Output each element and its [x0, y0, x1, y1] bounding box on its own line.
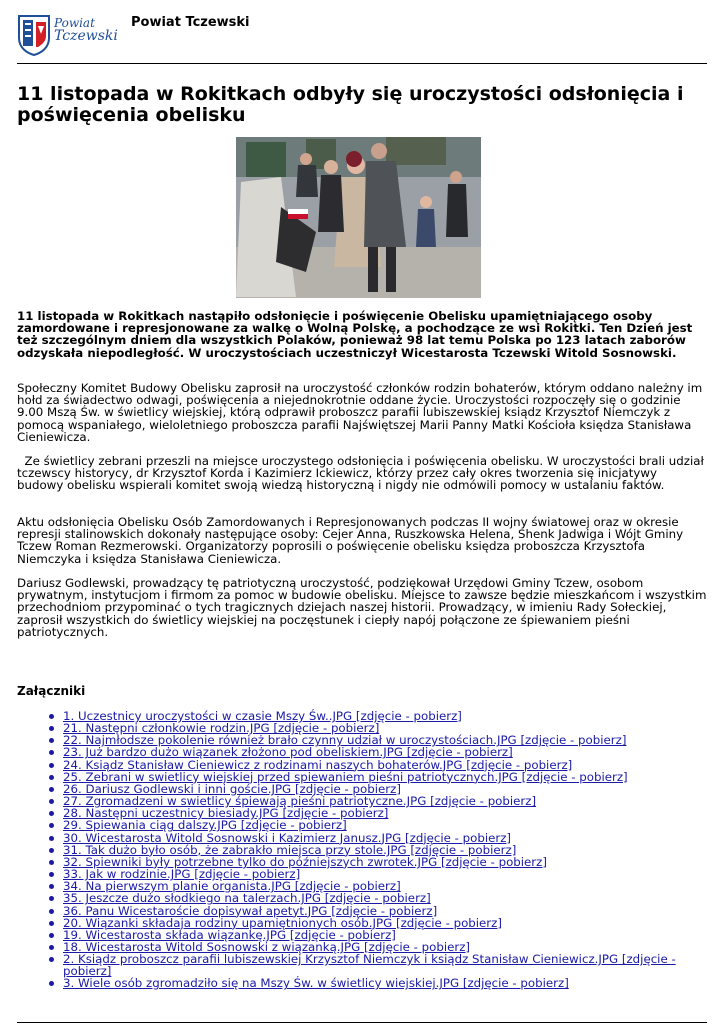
footer-divider	[17, 1022, 707, 1023]
attachment-link[interactable]: 23. Już bardzo dużo wiązanek złożono pod obeliskiem.JPG [zdjęcie - pobierz]	[63, 745, 513, 760]
attachment-link[interactable]: 1. Uczestnicy uroczystości w czasie Mszy Św..JPG [zdjęcie - pobierz]	[63, 709, 462, 723]
bullet-icon	[49, 848, 54, 853]
article-title: 11 listopada w Rokitkach odbyły się uroczystości odsłonięcia i poświęcenia obelisku	[17, 83, 684, 126]
bullet-icon	[49, 896, 54, 901]
article-paragraph-3: Aktu odsłonięcia Obelisku Osób Zamordowanych i Represjonowanych podczas II wojny światowej oraz w okresie represji stalinowskich dokonały następujące osoby: Cejer Anna, Ruszkowska Helena, Shenk Jadwiga i Wójt Gminy Tczew Roman Rezmerowski. Organizatorzy poprosili o poświęcenie obelisku księdza proboszcza Krzysztofa Niemczyka i księdza Stanisława Cieniewicza.	[17, 515, 684, 566]
site-logo[interactable]	[17, 12, 118, 58]
coat-of-arms-icon	[17, 14, 51, 56]
bullet-icon	[49, 799, 54, 804]
bullet-icon	[49, 860, 54, 865]
logo-text-tczewski: Tczewski	[54, 28, 118, 44]
attachment-link[interactable]: 26. Dariusz Godlewski i inni goście.JPG [zdjęcie - pobierz]	[63, 781, 401, 796]
attachment-link[interactable]: 36. Panu Wicestaroście dopisywał apetyt.JPG [zdjęcie - pobierz]	[63, 903, 438, 918]
bullet-icon	[49, 726, 54, 731]
attachment-link[interactable]: 18. Wicestarosta Witold Sosnowski z wiązanką.JPG [zdjęcie - pobierz]	[63, 939, 470, 954]
bullet-icon	[49, 884, 54, 889]
article-paragraph-1: Społeczny Komitet Budowy Obelisku zaprosił na uroczystość członków rodzin bohaterów, którym oddano należny im hołd za świadectwo odwagi, poświęcenia a niejednokrotnie oddane życie. Uroczystości rozpoczęły się o godzinie 9.00 Mszą Św. w świetlicy wiejskiej, którą odprawił proboszcz parafii lubiszewskiej ksiądz Krzysztof Niemczyk z pomocą wspaniałego, wieloletniego proboszcza parafii Najświętszej Marii Panny Matki Kościoła księdza Stanisława Cieniewicza.	[17, 381, 703, 444]
bullet-icon	[49, 933, 54, 938]
attachment-link[interactable]: 32. Spiewniki były potrzebne tylko do późniejszych zwrotek.JPG [zdjęcie - pobierz]	[63, 854, 547, 869]
attachment-link[interactable]: 2. Ksiądz proboszcz parafii lubiszewskiej Krzysztof Niemczyk i ksiądz Stanisław Cieniewicz.JPG [zdjęcie - pobierz]	[63, 952, 676, 979]
bullet-icon	[49, 823, 54, 828]
bullet-icon	[49, 775, 54, 780]
attachments-list	[45, 710, 705, 990]
bullet-icon	[49, 872, 54, 877]
attachment-link[interactable]: 34. Na pierwszym planie organista.JPG [zdjęcie - pobierz]	[63, 879, 401, 894]
attachments-heading: Załączniki	[17, 684, 86, 698]
bullet-icon	[49, 750, 54, 755]
attachment-link[interactable]: 33. Jak w rodzinie.JPG [zdjęcie - pobierz]	[63, 867, 301, 882]
attachment-link[interactable]: 3. Wiele osób zgromadziło się na Mszy Św. w świetlicy wiejskiej.JPG [zdjęcie - pobierz]	[63, 976, 569, 991]
attachment-link[interactable]: 20. Wiązanki składaja rodziny upamiętnionych osób.JPG [zdjęcie - pobierz]	[63, 915, 502, 930]
attachment-link[interactable]: 21. Następni członkowie rodzin.JPG [zdjęcie - pobierz]	[63, 721, 380, 736]
bullet-icon	[49, 909, 54, 914]
bullet-icon	[49, 981, 54, 986]
attachment-link[interactable]: 35. Jeszcze dużo słodkiego na talerzach.JPG [zdjęcie - pobierz]	[63, 891, 431, 906]
attachment-link[interactable]: 28. Następni uczestnicy biesiady.JPG [zdjęcie - pobierz]	[63, 806, 389, 821]
logo-text-powiat: Powiat	[54, 16, 95, 30]
attachment-link[interactable]: 31. Tak dużo było osób, że zabrakło miejsca przy stole.JPG [zdjęcie - pobierz]	[63, 842, 517, 857]
attachment-link[interactable]: 29. Spiewania ciąg dalszy.JPG [zdjęcie - pobierz]	[63, 818, 347, 833]
attachment-link[interactable]: 30. Wicestarosta Witold Sosnowski i Kazimierz Janusz.JPG [zdjęcie - pobierz]	[63, 830, 512, 845]
bullet-icon	[49, 738, 54, 743]
bullet-icon	[49, 811, 54, 816]
site-name: Powiat Tczewski	[131, 15, 250, 30]
list-item	[45, 977, 705, 989]
bullet-icon	[49, 763, 54, 768]
article-lead: 11 listopada w Rokitkach nastąpiło odsłonięcie i poświęcenie Obelisku upamiętniającego osoby zamordowane i represjonowane za walkę o Wolną Polskę, a pochodzące ze wsi Rokitki. Ten Dzień jest też szczególnym dniem dla wszystkich Polaków, ponieważ 98 lat temu Polska po 123 latach zaborów odzyskała niepodległość. W uroczystościach uczestniczył Wicestarosta Tczewski Witold Sosnowski.	[17, 309, 693, 360]
bullet-icon	[49, 787, 54, 792]
list-item	[45, 953, 705, 977]
bullet-icon	[49, 945, 54, 950]
header-divider	[17, 63, 707, 64]
bullet-icon	[49, 921, 54, 926]
bullet-icon	[49, 714, 54, 719]
article-photo	[236, 137, 481, 298]
attachment-link[interactable]: 25. Zebrani w swietlicy wiejskiej przed spiewaniem pieśni patriotycznych.JPG [zdjęcie - pobierz]	[63, 769, 628, 784]
bullet-icon	[49, 957, 54, 962]
attachment-link[interactable]: 27. Zgromadzeni w swietlicy śpiewają pieśni patriotyczne.JPG [zdjęcie - pobierz]	[63, 794, 537, 809]
attachment-link[interactable]: 19. Wicestarosta składa wiązankę.JPG [zdjęcie - pobierz]	[63, 927, 396, 942]
attachment-link[interactable]: 22. Najmłodsze pokolenie również brało czynny udział w uroczystościach.JPG [zdjęcie - pobierz]	[63, 733, 627, 748]
article-paragraph-4: Dariusz Godlewski, prowadzący tę patriotyczną uroczystość, podziękował Urzędowi Gminy Tczew, osobom prywatnym, instytucjom i firmom za pomoc w budowie obelisku. Miejsce to zawsze będzie mieszkańcom i wszystkim przechodniom przypominać o tych tragicznych dziejach naszej historii. Prowadzący, w imieniu Rady Sołeckiej, zaprosił wszystkich do świetlicy wiejskiej na poczęstunek i ciepły napój połączone ze śpiewaniem pieśni patriotycznych.	[17, 576, 707, 639]
page-header	[17, 12, 707, 62]
attachment-link[interactable]: 24. Ksiądz Stanisław Cieniewicz z rodzinami naszych bohaterów.JPG [zdjęcie - pobierz]	[63, 757, 573, 772]
bullet-icon	[49, 836, 54, 841]
article-paragraph-2: Ze świetlicy zebrani przeszli na miejsce uroczystego odsłonięcia i poświęcenia obelisku. W uroczystości brali udział tczewscy historycy, dr Krzysztof Korda i Kazimierz Ickiewicz, którzy przez cały okres tworzenia się inicjatywy budowy obelisku wspierali komitet swoją wiedzą historyczną i nigdy nie odmówili pomocy w ustalaniu faktów.	[17, 454, 708, 493]
